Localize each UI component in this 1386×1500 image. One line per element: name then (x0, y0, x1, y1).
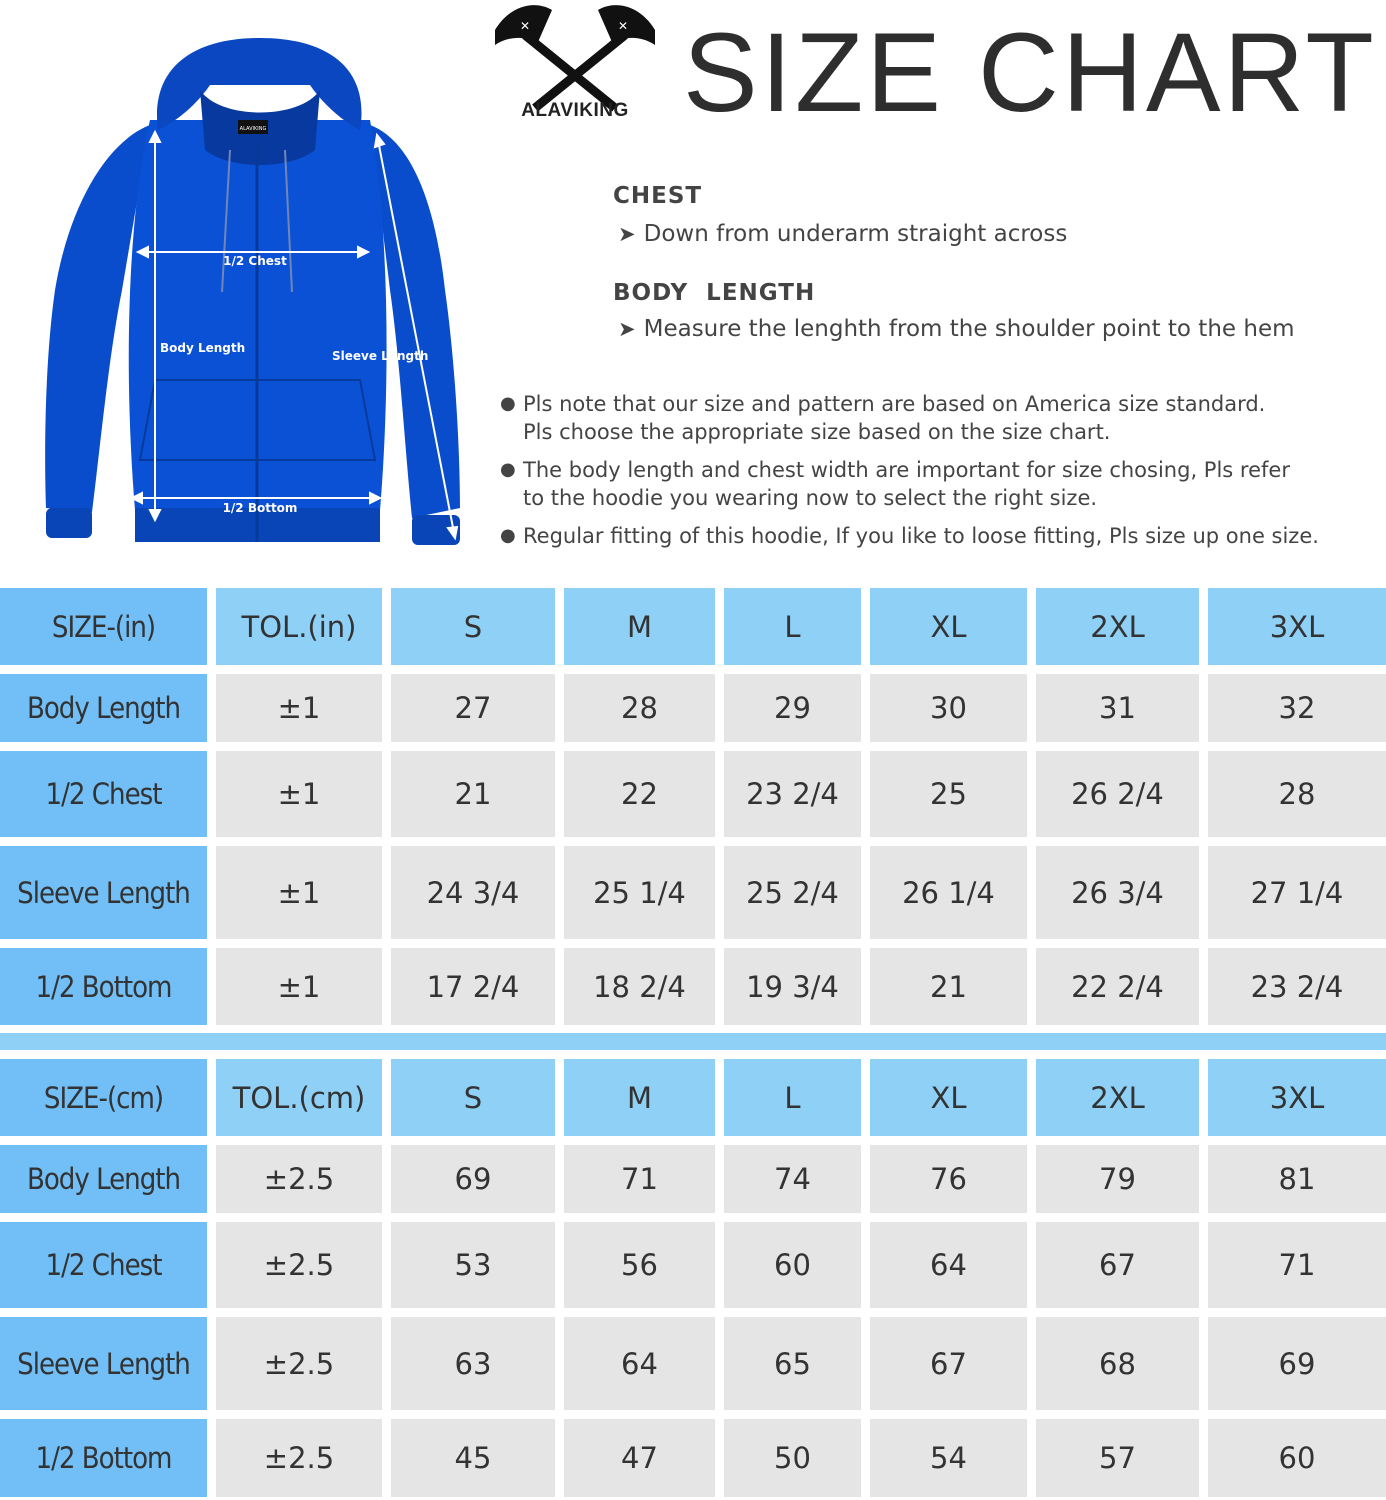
table-header-cell: M (564, 588, 715, 665)
table-cell: 28 (1208, 751, 1386, 837)
table-header-cell: S (391, 1059, 555, 1136)
table-cell: 21 (870, 948, 1027, 1025)
table-row (0, 1317, 1386, 1410)
table-row (0, 948, 1386, 1025)
table-cell: ±2.5 (216, 1145, 382, 1213)
table-cell: ±2.5 (216, 1419, 382, 1497)
body-length-description: ➤ Measure the lenghth from the shoulder point to the hem (618, 316, 1295, 342)
table-cell: 65 (724, 1317, 861, 1410)
row-label-cell: Body Length (0, 1145, 207, 1213)
note-item: ● Regular fitting of this hoodie, If you like to loose fitting, Pls size up one size. (500, 524, 1319, 548)
sleeve-length-label: Sleeve Length (332, 349, 429, 363)
note-item: ● The body length and chest width are important for size chosing, Pls refer to the hoodie you wearing now to select the right size. (500, 458, 1290, 510)
row-label-cell: 1/2 Bottom (0, 948, 207, 1025)
note-item: ● Pls note that our size and pattern are based on America size standard. Pls choose the appropriate size based on the size chart. (500, 392, 1266, 444)
table-cell: 71 (564, 1145, 715, 1213)
table-cell: 26 2/4 (1036, 751, 1199, 837)
table-cell: 68 (1036, 1317, 1199, 1410)
table-header-row (0, 588, 1386, 665)
table-cell: ±1 (216, 846, 382, 939)
table-header-cell: 3XL (1208, 1059, 1386, 1136)
table-cell: 22 (564, 751, 715, 837)
chest-label: 1/2 Chest (223, 254, 287, 268)
row-label-cell: Sleeve Length (0, 1317, 207, 1410)
table-cell: 32 (1208, 674, 1386, 742)
table-cell: 22 2/4 (1036, 948, 1199, 1025)
table-row (0, 674, 1386, 742)
table-cell: 76 (870, 1145, 1027, 1213)
table-row (0, 751, 1386, 837)
table-cell: 25 (870, 751, 1027, 837)
table-separator (0, 1033, 1386, 1050)
table-cell: 69 (391, 1145, 555, 1213)
table-cell: 45 (391, 1419, 555, 1497)
table-cell: 64 (870, 1222, 1027, 1308)
table-cell: 71 (1208, 1222, 1386, 1308)
table-cell: 25 2/4 (724, 846, 861, 939)
table-cell: 17 2/4 (391, 948, 555, 1025)
table-cell: ±2.5 (216, 1222, 382, 1308)
chest-heading: CHEST (613, 183, 703, 209)
bullet-icon: ● (500, 525, 516, 546)
table-header-cell: L (724, 588, 861, 665)
row-label-cell: 1/2 Chest (0, 751, 207, 837)
table-cell: ±2.5 (216, 1317, 382, 1410)
table-header-cell: SIZE-(in) (0, 588, 207, 665)
bottom-label: 1/2 Bottom (222, 501, 298, 515)
table-cell: ±1 (216, 674, 382, 742)
table-cell: 31 (1036, 674, 1199, 742)
table-cell: 30 (870, 674, 1027, 742)
table-cell: 27 1/4 (1208, 846, 1386, 939)
table-cell: 60 (724, 1222, 861, 1308)
table-cell: 57 (1036, 1419, 1199, 1497)
table-row (0, 1222, 1386, 1308)
table-header-cell: TOL.(in) (216, 588, 382, 665)
table-cell: 79 (1036, 1145, 1199, 1213)
table-cell: 23 2/4 (724, 751, 861, 837)
table-header-cell: S (391, 588, 555, 665)
table-cell: 28 (564, 674, 715, 742)
bullet-icon: ● (500, 393, 516, 414)
table-cell: 47 (564, 1419, 715, 1497)
row-label-cell: Body Length (0, 674, 207, 742)
table-header-cell: XL (870, 1059, 1027, 1136)
table-row (0, 846, 1386, 939)
table-cell: 18 2/4 (564, 948, 715, 1025)
table-cell: ±1 (216, 751, 382, 837)
table-row (0, 1145, 1386, 1213)
table-header-cell: 2XL (1036, 1059, 1199, 1136)
table-cell: 27 (391, 674, 555, 742)
table-cell: 63 (391, 1317, 555, 1410)
table-cell: 56 (564, 1222, 715, 1308)
body-length-heading: BODY LENGTH (613, 280, 816, 306)
table-cell: 21 (391, 751, 555, 837)
table-header-cell: 3XL (1208, 588, 1386, 665)
svg-text:✕: ✕ (618, 19, 629, 33)
table-header-cell: M (564, 1059, 715, 1136)
table-cell: 26 3/4 (1036, 846, 1199, 939)
row-label-cell: 1/2 Bottom (0, 1419, 207, 1497)
table-header-cell: L (724, 1059, 861, 1136)
size-notes (498, 390, 1378, 560)
table-cell: 24 3/4 (391, 846, 555, 939)
page-title: SIZE CHART (683, 10, 1377, 135)
brand-logo-text: ALAVIKING (521, 100, 629, 121)
table-header-cell: SIZE-(cm) (0, 1059, 207, 1136)
table-cell: ±1 (216, 948, 382, 1025)
tag-text: ALAVIKING (239, 126, 267, 132)
svg-text:✕: ✕ (520, 19, 531, 33)
table-cell: 53 (391, 1222, 555, 1308)
table-cell: 25 1/4 (564, 846, 715, 939)
table-header-cell: XL (870, 588, 1027, 665)
table-cell: 23 2/4 (1208, 948, 1386, 1025)
hoodie-diagram (30, 30, 470, 560)
chest-description: ➤ Down from underarm straight across (618, 221, 1068, 247)
table-header-cell: 2XL (1036, 588, 1199, 665)
table-header-row (0, 1059, 1386, 1136)
table-cell: 69 (1208, 1317, 1386, 1410)
table-cell: 26 1/4 (870, 846, 1027, 939)
bullet-icon: ● (500, 459, 516, 480)
table-cell: 67 (1036, 1222, 1199, 1308)
row-label-cell: Sleeve Length (0, 846, 207, 939)
table-cell: 19 3/4 (724, 948, 861, 1025)
table-cell: 50 (724, 1419, 861, 1497)
table-cell: 29 (724, 674, 861, 742)
table-cell: 54 (870, 1419, 1027, 1497)
table-header-cell: TOL.(cm) (216, 1059, 382, 1136)
row-label-cell: 1/2 Chest (0, 1222, 207, 1308)
table-cell: 81 (1208, 1145, 1386, 1213)
arrow-icon: ➤ (618, 222, 636, 246)
body-length-label: Body Length (160, 341, 246, 355)
table-row (0, 1419, 1386, 1497)
table-cell: 67 (870, 1317, 1027, 1410)
arrow-icon: ➤ (618, 317, 636, 341)
table-cell: 60 (1208, 1419, 1386, 1497)
table-cell: 74 (724, 1145, 861, 1213)
table-cell: 64 (564, 1317, 715, 1410)
